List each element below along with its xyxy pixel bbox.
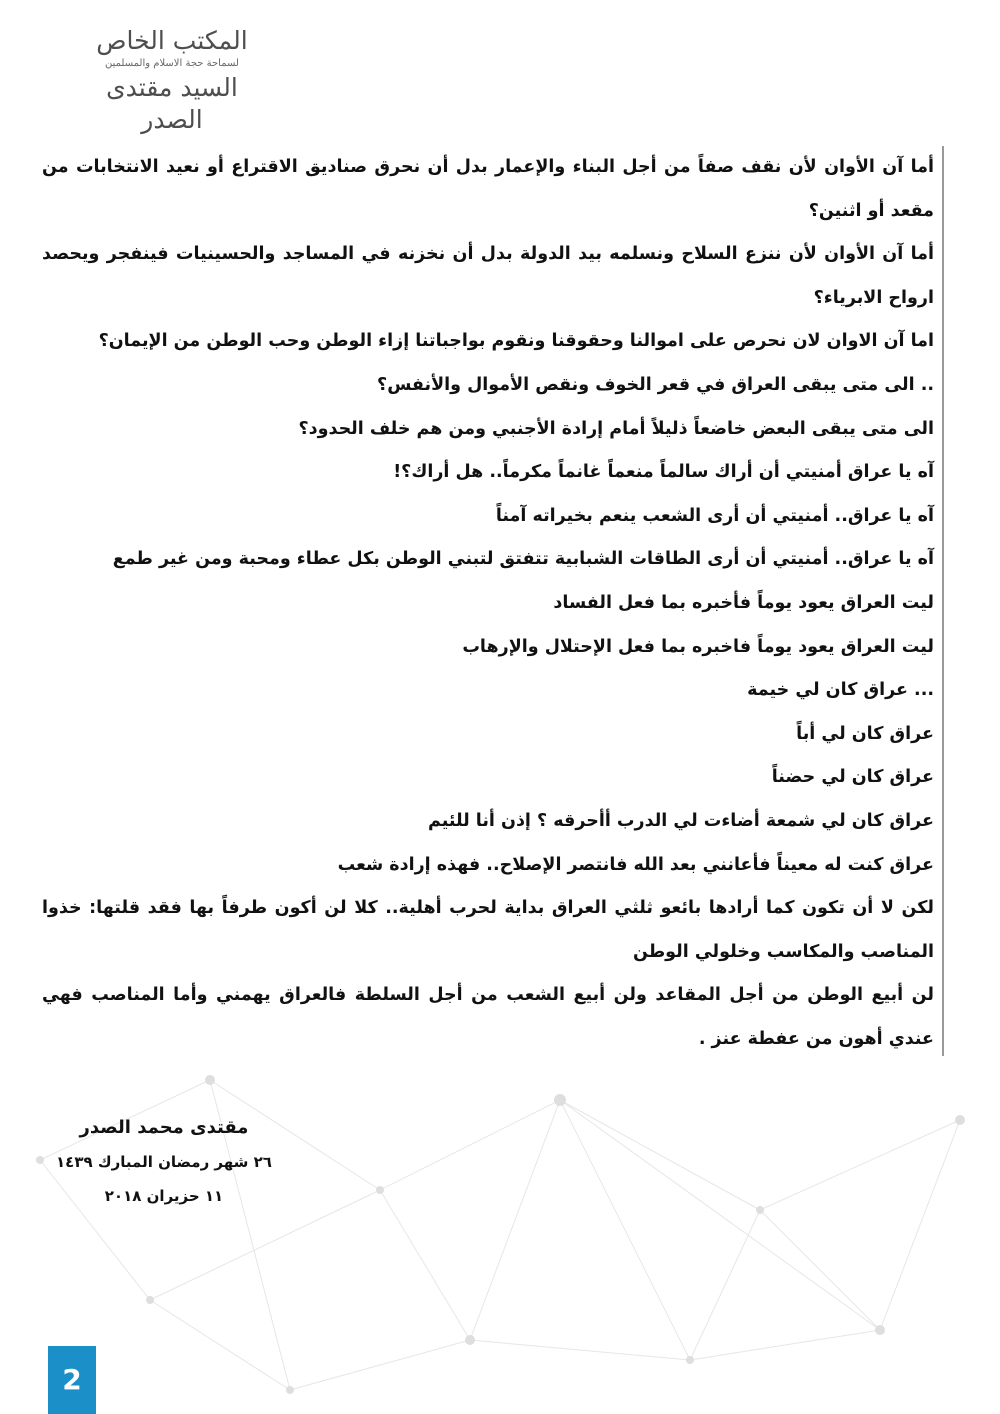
signature-name: مقتدى محمد الصدر bbox=[79, 1117, 249, 1138]
signature-block bbox=[44, 1111, 284, 1213]
paragraph: لكن لا أن تكون كما أرادها بائعو ثلثي العراق بداية لحرب أهلية.. كلا لن أكون طرفاً بها فقد قلتها: خذوا المناصب والمكاسب وخلولي الوطن bbox=[42, 898, 934, 962]
paragraph: اما آن الاوان لان نحرص على اموالنا وحقوقنا ونقوم بواجباتنا إزاء الوطن وحب الوطن من الإيمان؟ bbox=[98, 331, 934, 352]
paragraph: آه يا عراق.. أمنيتي أن أرى الشعب ينعم بخيراته آمناً bbox=[495, 505, 934, 526]
gregorian-date: ١١ حزيران ٢٠١٨ bbox=[104, 1187, 224, 1205]
paragraph: عراق كان لي شمعة أضاءت لي الدرب أأحرقه ؟ إذن أنا للئيم bbox=[427, 810, 934, 831]
office-logo bbox=[82, 26, 262, 134]
paragraph: أما آن الأوان لأن ننزع السلاح ونسلمه بيد الدولة بدل أن نخزنه في المساجد والحسينيات فينفجر ويحصد ارواح الابرياء؟ bbox=[42, 244, 934, 308]
logo-honorific: لسماحة حجة الاسلام والمسلمين bbox=[105, 58, 239, 69]
paragraph: ليت العراق يعود يوماً فأخبره بما فعل الفساد bbox=[553, 592, 934, 613]
paragraph: ... عراق كان لي خيمة bbox=[747, 680, 934, 701]
paragraph: عراق كان لي حضناً bbox=[771, 767, 934, 788]
paragraph: آه يا عراق.. أمنيتي أن أرى الطاقات الشبابية تتفتق لتبني الوطن بكل عطاء ومحبة ومن غير طمع bbox=[112, 549, 934, 570]
statement-body bbox=[42, 146, 944, 1056]
paragraph: .. الى متى يبقى العراق في قعر الخوف ونقص الأموال والأنفس؟ bbox=[377, 374, 934, 395]
logo-name: السيد مقتدى الصدر bbox=[106, 73, 238, 134]
page-number-badge: 2 bbox=[48, 1346, 96, 1414]
paragraph: الى متى يبقى البعض خاضعاً ذليلاً أمام إرادة الأجنبي ومن هم خلف الحدود؟ bbox=[298, 418, 934, 439]
paragraph: آه يا عراق أمنيتي أن أراك سالماً منعماً غانماً مكرماً.. هل أراك؟! bbox=[393, 462, 934, 483]
logo-office-title: المكتب الخاص bbox=[96, 26, 248, 55]
hijri-date: ٢٦ شهر رمضان المبارك ١٤٣٩ bbox=[56, 1153, 272, 1171]
paragraph: ليت العراق يعود يوماً فاخبره بما فعل الإحتلال والإرهاب bbox=[462, 636, 934, 657]
paragraph: لن أبيع الوطن من أجل المقاعد ولن أبيع الشعب من أجل السلطة فالعراق يهمني وأما المناصب فهي عندي أهون من عفطة عنز . bbox=[42, 985, 934, 1049]
background-network-pattern bbox=[0, 1040, 1000, 1414]
paragraph: عراق كان لي أباً bbox=[796, 723, 934, 744]
paragraph: أما آن الأوان لأن نقف صفاً من أجل البناء والإعمار بدل أن نحرق صناديق الاقتراع أو نعيد الانتخابات من مقعد أو اثنين؟ bbox=[42, 157, 934, 221]
paragraph: عراق كنت له معيناً فأعانني بعد الله فانتصر الإصلاح.. فهذه إرادة شعب bbox=[337, 854, 934, 875]
